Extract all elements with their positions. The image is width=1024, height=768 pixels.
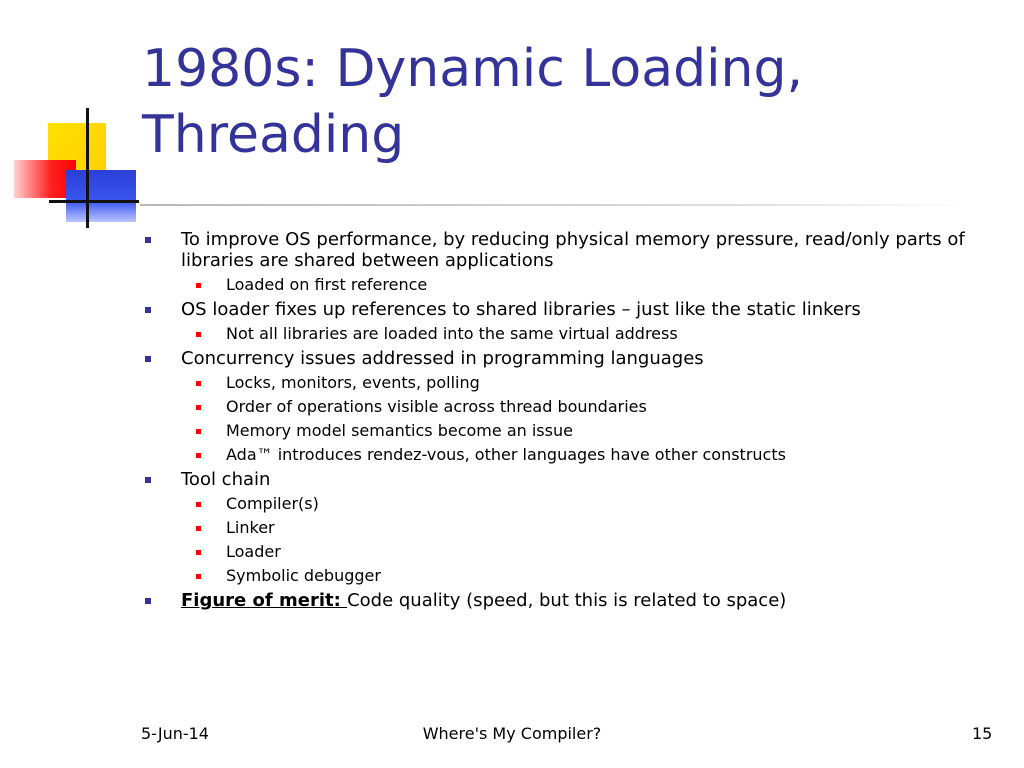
title-divider	[140, 204, 970, 206]
square-bullet-icon	[196, 574, 201, 579]
bullet-item	[142, 348, 1002, 369]
sub-bullet-item	[142, 324, 1002, 344]
figure-of-merit-text: Code quality (speed, but this is related to space)	[347, 590, 787, 611]
sub-bullet-item	[142, 542, 1002, 562]
square-bullet-icon	[196, 405, 201, 410]
sub-bullet-text: Compiler(s)	[226, 494, 319, 513]
bullet-text: Tool chain	[181, 469, 271, 490]
bullet-text: Concurrency issues addressed in programming languages	[181, 348, 704, 369]
sub-bullet-item	[142, 494, 1002, 514]
sub-bullet-item	[142, 275, 1002, 295]
square-bullet-icon	[145, 477, 151, 483]
square-bullet-icon	[145, 356, 151, 362]
sub-bullet-item	[142, 445, 1002, 465]
square-bullet-icon	[196, 453, 201, 458]
square-bullet-icon	[196, 502, 201, 507]
square-bullet-icon	[196, 332, 201, 337]
bullet-item	[142, 469, 1002, 490]
sub-bullet-item	[142, 421, 1002, 441]
square-bullet-icon	[196, 283, 201, 288]
sub-bullet-text: Not all libraries are loaded into the same virtual address	[226, 324, 678, 343]
sub-bullet-text: Order of operations visible across thread boundaries	[226, 397, 647, 416]
figure-of-merit-item	[142, 590, 1002, 611]
logo-blue-square	[66, 170, 136, 222]
footer-date: 5-Jun-14	[141, 724, 209, 743]
sub-bullet-text: Memory model semantics become an issue	[226, 421, 573, 440]
page-number: 15	[972, 724, 993, 743]
slide-body	[142, 229, 1002, 615]
bullet-text: OS loader fixes up references to shared libraries – just like the static linkers	[181, 299, 861, 320]
sub-bullet-text: Loaded on first reference	[226, 275, 428, 294]
sub-bullet-text: Locks, monitors, events, polling	[226, 373, 480, 392]
sub-bullet-item	[142, 373, 1002, 393]
footer-title: Where's My Compiler?	[422, 724, 602, 743]
sub-bullet-text: Loader	[226, 542, 281, 561]
sub-bullet-item	[142, 397, 1002, 417]
square-bullet-icon	[145, 598, 151, 604]
sub-bullet-item	[142, 518, 1002, 538]
square-bullet-icon	[145, 307, 151, 313]
bullet-text: To improve OS performance, by reducing physical memory pressure, read/only parts of libraries are shared between applications	[181, 229, 965, 271]
bullet-item	[142, 229, 1002, 271]
square-bullet-icon	[196, 526, 201, 531]
square-bullet-icon	[196, 429, 201, 434]
logo-horizontal-line	[49, 200, 139, 203]
sub-bullet-item	[142, 566, 1002, 586]
sub-bullet-text: Linker	[226, 518, 275, 537]
square-bullet-icon	[196, 550, 201, 555]
bullet-item	[142, 299, 1002, 320]
sub-bullet-text: Symbolic debugger	[226, 566, 381, 585]
sub-bullet-text: Ada™ introduces rendez-vous, other languages have other constructs	[226, 445, 786, 464]
logo-vertical-line	[86, 108, 89, 228]
figure-of-merit-label: Figure of merit:	[181, 590, 348, 611]
square-bullet-icon	[196, 381, 201, 386]
slide-title: 1980s: Dynamic Loading, Threading	[142, 39, 804, 165]
square-bullet-icon	[145, 237, 151, 243]
